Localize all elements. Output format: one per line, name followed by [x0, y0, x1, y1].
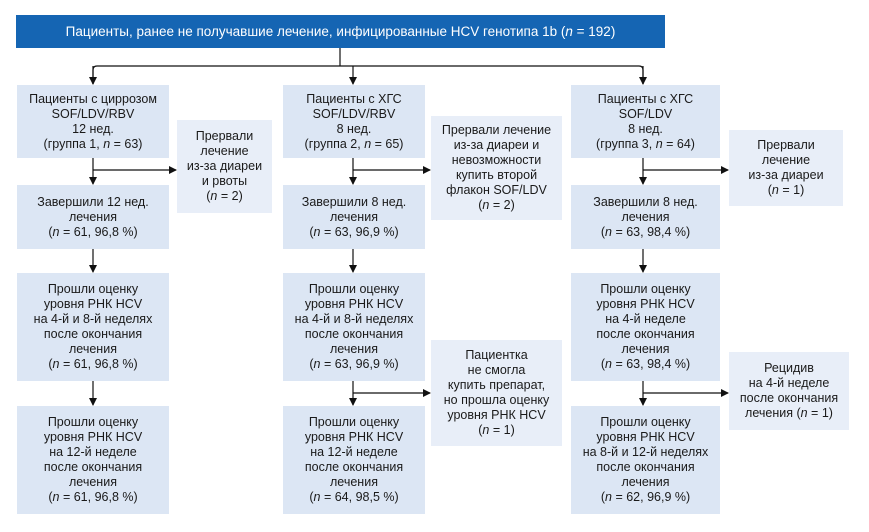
- group3-relapse-box: Рецидив на 4-й неделе после окончания лечения (n = 1): [729, 352, 849, 430]
- group2-completed-box: Завершили 8 нед. лечения (n = 63, 96,9 %): [283, 185, 425, 249]
- group3-assessed-4wk-box: Прошли оценку уровня РНК HCV на 4-й неделе после окончания лечения (n = 63, 98,4 %): [571, 273, 720, 381]
- group1-assessed-12wk-box: Прошли оценку уровня РНК HCV на 12-й неделе после окончания лечения (n = 61, 96,8 %): [17, 406, 169, 514]
- group1-box: Пациенты с циррозом SOF/LDV/RBV 12 нед. (группа 1, n = 63): [17, 85, 169, 158]
- group1-completed-box: Завершили 12 нед. лечения (n = 61, 96,8 %): [17, 185, 169, 249]
- group2-box: Пациенты с ХГС SOF/LDV/RBV 8 нед. (группа 2, n = 65): [283, 85, 425, 158]
- group2-patient-note-box: Пациентка не смогла купить препарат, но прошла оценку уровня РНК HCV (n = 1): [431, 340, 562, 446]
- header-text: Пациенты, ранее не получавшие лечение, инфицированные HCV генотипа 1b (n = 192): [65, 24, 616, 39]
- group3-assessed-8-12wk-box: Прошли оценку уровня РНК HCV на 8-й и 12-й неделях после окончания лечения (n = 62, 96,9 %): [571, 406, 720, 514]
- group2-assessed-4-8wk-box: Прошли оценку уровня РНК HCV на 4-й и 8-й неделях после окончания лечения (n = 63, 96,9 %): [283, 273, 425, 381]
- group3-completed-box: Завершили 8 нед. лечения (n = 63, 98,4 %): [571, 185, 720, 249]
- group3-discontinued-box: Прервали лечение из-за диареи (n = 1): [729, 130, 843, 206]
- split-branch-line: [93, 66, 643, 84]
- group2-discontinued-box: Прервали лечение из-за диареи и невозможности купить второй флакон SOF/LDV (n = 2): [431, 116, 562, 220]
- group1-discontinued-box: Прервали лечение из-за диареи и рвоты (n = 2): [177, 120, 272, 213]
- group3-box: Пациенты с ХГС SOF/LDV 8 нед. (группа 3, n = 64): [571, 85, 720, 158]
- group1-assessed-4-8wk-box: Прошли оценку уровня РНК HCV на 4-й и 8-й неделях после окончания лечения (n = 61, 96,8 %): [17, 273, 169, 381]
- group2-assessed-12wk-box: Прошли оценку уровня РНК HCV на 12-й неделе после окончания лечения (n = 64, 98,5 %): [283, 406, 425, 514]
